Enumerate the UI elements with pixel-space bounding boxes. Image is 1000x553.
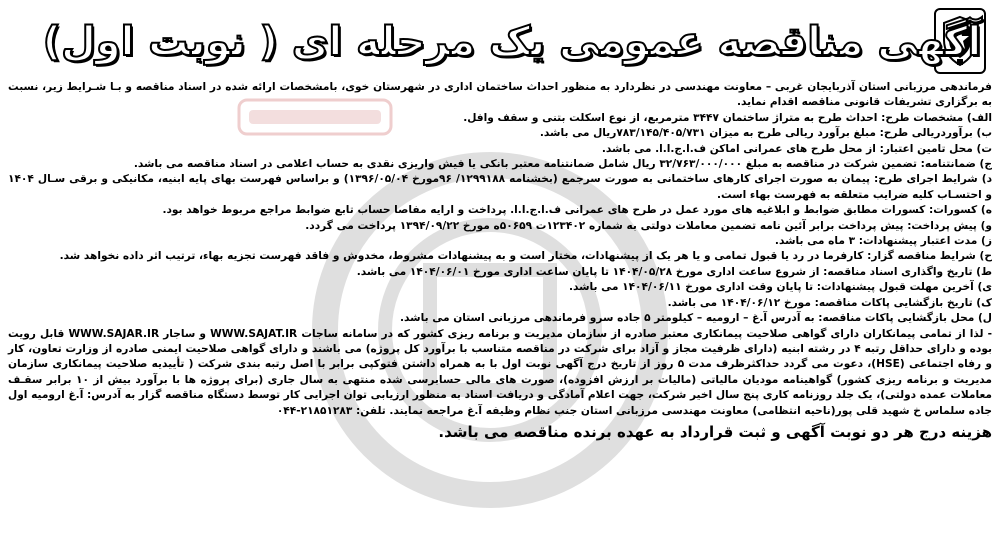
- notice-body: [8, 80, 992, 547]
- item-be: ب) برآوردریالی طرح: مبلغ برآورد ریالی طرح به میزان ۷۸۳/۱۴۵/۴۰۵/۷۳۱ریال می باشد.: [539, 127, 992, 140]
- item-ta: ط) تاریخ واگذاری اسناد مناقصه: از شروع ساعت اداری مورخ ۱۴۰۴/۰۵/۲۸ تا پایان ساعت اداری مورخ ۱۴۰۴/۰۶/۰۱ می باشد.: [356, 265, 992, 278]
- item-jim: ج) ضمانتنامه: تضمین شرکت در مناقصه به مبلغ ۳۲/۷۶۳/۰۰۰/۰۰۰ ریال شامل ضمانتنامه معتبر بانکی یا فیش واریزی نقدی به حساب اعلامی در اسناد مناقصه می باشد.: [133, 158, 992, 171]
- title-banner: [42, 12, 982, 72]
- footer-note: هزینه درج هر دو نوبت آگهی و ثبت قرارداد به عهده برنده مناقصه می باشد.: [438, 422, 992, 441]
- item-te: ت) محل تامین اعتبار: از محل طرح های عمرانی اماکن ف.ا.ج.ا.ا. می باشد.: [601, 142, 992, 155]
- item-alef: الف) مشخصات طرح: احداث طرح به متراژ ساختمان ۳۴۴۷ مترمربع، از نوع اسکلت بتنی و سقف وافل.: [463, 111, 992, 124]
- item-dal: د) شرایط اجرای طرح: پیمان به صورت اجرای کارهای ساختمانی به صورت سرجمع (بخشنامه ۱۲۹۹۱۸۸/ ۹۶مورخ ۱۳۹۶/۰۵/۰۴) و براساس فهرست بهای پایه ابنیه، مکانیکی و برقی سـال ۱۴۰۴ و احتسـاب کلیه ضرایب متعلقه به فهرست بهاء است.: [8, 173, 993, 201]
- item-ye: ی) آخرین مهلت قبول پیشنهادات: تا پایان وقت اداری مورخ ۱۴۰۴/۰۶/۱۱ می باشد.: [568, 281, 992, 294]
- contractor-invitation: - لذا از تمامی پیمانکاران دارای گواهی صلاحیت پیمانکاری معتبر صادره از سازمان مدیریت و برنامه ریزی کشور که در سامانه ساجات WWW.SAJAT.IR و ساجار WWW.SAJAR.IR قابل رویت بوده و دارای حداقل رتبه ۴ در رشته ابنیه (دارای ظرفیت مجاز و آزاد برای شرکت در مناقصه متناسب با برآورد کل پروژه) می باشند و دارای گواهی صلاحیت ایمنی صادره از وزارت تعاون، کار و رفاه اجتماعی (HSE)، دعوت می گردد حداکثرظرف مدت ۵ روز از تاریخ درج آگهی نوبت اول با به همراه داشتن فتوکپی برابر با اصل رتبه بندی شرکت ( تأییدیه صلاحیت پیمانکاری سازمان مدیریت و برنامه ریزی کشور) گواهینامه مودیان مالیاتی (مالیات بر ارزش افزوده)، صورت های مالی حسابرسی شده منتهی به سال جاری (برای پروژه ها با برآورد بیش از ۱۰ برابر سقـف معاملات عمده دولتی)، یک جلد روزنامه کاری پنج سال اخیر شرکت، جهت اعلام آمادگی و دریافت اسناد به منظور ارزیابی توان اجرایی کار توسط دستگاه مناقصه گزار به آدرس: آ.غ ارومیه اول جاده سلماس خ شهید قلی پور(ناحیه انتظامی) معاونت مهندسی مرزبانی استان جنب نظام وظیفه آ.غ مراجعه نمایند. تلفن: ۲۱۸۵۱۲۸۳-۰۴۴: [8, 327, 992, 417]
- item-he: ه) کسورات: کسورات مطابق ضوابط و ابلاغیه های مورد عمل در طرح های عمرانی ف.ا.ج.ا.ا. پرداخت و ارایه مفاصا حساب تابع ضوابط مراجع مربوط خواهد بود.: [162, 204, 992, 217]
- item-he2: ح) شرایط مناقصه گزار: کارفرما در رد یا قبول تمامی و یا هر یک از پیشنهادات، مختار است و به پیشنهادات مشروط، مخدوش و فاقد فهرست تجزیه بهاء، ترتیب اثر داده نخواهد شد.: [59, 250, 992, 263]
- notice-title: آگهی مناقصه عمومی یک مرحله ای ( نوبت اول): [42, 19, 982, 65]
- item-kaf: ک) تاریخ بازگشایی پاکات مناقصه: مورخ ۱۴۰۴/۰۶/۱۲ می باشد.: [667, 296, 992, 309]
- item-lam: ل) محل بازگشایی پاکات مناقصه: به آدرس آ.غ – ارومیه – کیلومتر ۵ جاده سرو فرماندهی مرزبانی استان می باشد.: [400, 312, 992, 325]
- item-vav: و) پیش پرداخت: پیش پرداخت برابر آئین نامه تضمین معاملات دولتی به شماره ۱۲۳۴۰۲ت ۵۰۶۵۹ه مورخ ۱۳۹۴/۰۹/۲۲ پرداخت می گردد.: [305, 219, 992, 232]
- item-ze: ز) مدت اعتبار پیشنهادات: ۳ ماه می باشد.: [774, 235, 992, 248]
- intro-paragraph: فرماندهی مرزبانی استان آذربایجان غربی – معاونت مهندسی در نظردارد به منظور احداث ساختمان اداری در شهرستان خوی، بامشخصات ارائه شده در اسناد مناقصه و بـا شـرایط زیر، نسبت به برگزاری تشریفات قانونی مناقصه اقدام نماید.: [8, 81, 992, 109]
